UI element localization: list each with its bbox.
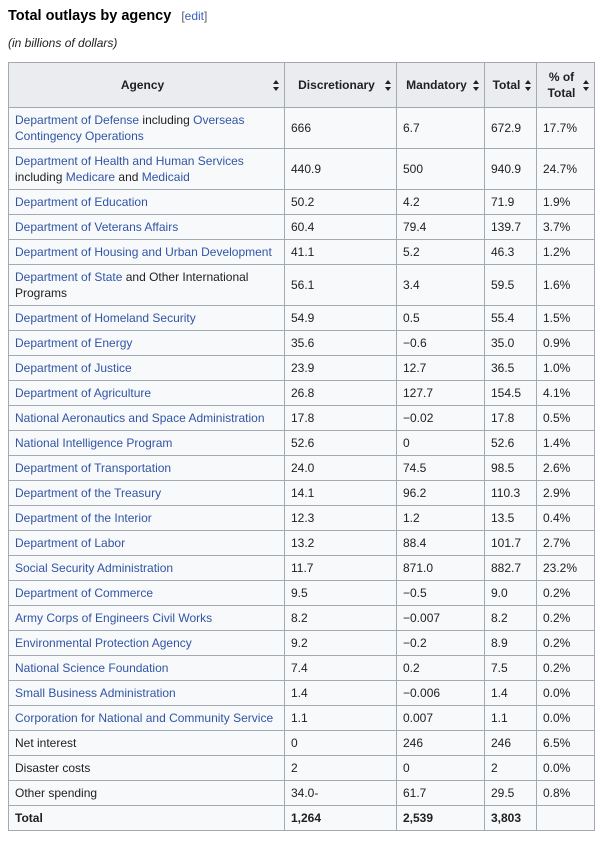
agency-text: including	[139, 113, 194, 127]
sort-icon[interactable]	[385, 80, 392, 91]
pct-cell: 1.6%	[537, 265, 595, 306]
agency-cell	[9, 531, 285, 556]
table-row	[9, 506, 595, 531]
agency-text: and	[115, 170, 142, 184]
mandatory-cell: 246	[397, 731, 485, 756]
table-row	[9, 406, 595, 431]
pct-cell: 1.9%	[537, 190, 595, 215]
sort-icon[interactable]	[583, 80, 590, 91]
agency-link[interactable]: Department of State	[15, 270, 123, 284]
agency-link[interactable]: Department of Labor	[15, 536, 126, 550]
mandatory-cell: 4.2	[397, 190, 485, 215]
agency-cell	[9, 215, 285, 240]
agency-link[interactable]: National Aeronautics and Space Administration	[15, 411, 265, 425]
mandatory-cell: 88.4	[397, 531, 485, 556]
total-label-cell: Total	[9, 806, 285, 831]
agency-cell	[9, 149, 285, 190]
discretionary-cell: 52.6	[285, 431, 397, 456]
edit-link-label[interactable]: edit	[184, 9, 205, 23]
table-row	[9, 331, 595, 356]
column-header-label: % of Total	[547, 70, 576, 100]
agency-text: and Other International Programs	[15, 270, 249, 300]
discretionary-cell: 41.1	[285, 240, 397, 265]
discretionary-cell: 24.0	[285, 456, 397, 481]
agency-cell	[9, 556, 285, 581]
mandatory-cell: 79.4	[397, 215, 485, 240]
total-discretionary-cell: 1,264	[285, 806, 397, 831]
table-row	[9, 631, 595, 656]
pct-cell: 24.7%	[537, 149, 595, 190]
discretionary-cell: 0	[285, 731, 397, 756]
mandatory-cell: 3.4	[397, 265, 485, 306]
table-row	[9, 756, 595, 781]
total-cell: 2	[485, 756, 537, 781]
total-cell: 35.0	[485, 331, 537, 356]
agency-cell	[9, 781, 285, 806]
table-row	[9, 781, 595, 806]
mandatory-cell: 5.2	[397, 240, 485, 265]
table-row	[9, 431, 595, 456]
total-cell: 71.9	[485, 190, 537, 215]
agency-link[interactable]: Overseas Contingency Operations	[15, 113, 245, 143]
mandatory-cell: 0	[397, 756, 485, 781]
column-header-discretionary[interactable]	[285, 63, 397, 108]
total-cell: 9.0	[485, 581, 537, 606]
pct-cell: 6.5%	[537, 731, 595, 756]
discretionary-cell: 9.2	[285, 631, 397, 656]
pct-cell: 0.0%	[537, 706, 595, 731]
discretionary-cell: 56.1	[285, 265, 397, 306]
discretionary-cell: 1.1	[285, 706, 397, 731]
total-cell: 59.5	[485, 265, 537, 306]
agency-text: Net interest	[15, 736, 77, 750]
sort-icon[interactable]	[273, 80, 280, 91]
agency-link[interactable]: Department of the Treasury	[15, 486, 162, 500]
agency-link[interactable]: Corporation for National and Community Service	[15, 711, 274, 725]
agency-link[interactable]: Department of the Interior	[15, 511, 152, 525]
agency-cell	[9, 756, 285, 781]
discretionary-cell: 14.1	[285, 481, 397, 506]
section-heading	[8, 8, 592, 24]
mandatory-cell: −0.5	[397, 581, 485, 606]
column-header-total[interactable]	[485, 63, 537, 108]
column-header-label: Total	[492, 78, 521, 92]
sort-icon[interactable]	[473, 80, 480, 91]
total-cell: 17.8	[485, 406, 537, 431]
agency-cell	[9, 681, 285, 706]
total-cell: 154.5	[485, 381, 537, 406]
table-row	[9, 356, 595, 381]
agency-cell	[9, 381, 285, 406]
discretionary-cell: 35.6	[285, 331, 397, 356]
total-cell: 246	[485, 731, 537, 756]
total-cell: 8.9	[485, 631, 537, 656]
edit-link[interactable]	[181, 9, 207, 23]
total-mandatory-cell: 2,539	[397, 806, 485, 831]
agency-link[interactable]: National Intelligence Program	[15, 436, 173, 450]
agency-link[interactable]: Department of Education	[15, 195, 148, 209]
column-header-label: Agency	[120, 78, 165, 92]
total-cell: 1.1	[485, 706, 537, 731]
discretionary-cell: 12.3	[285, 506, 397, 531]
pct-cell: 0.2%	[537, 656, 595, 681]
agency-link[interactable]: Department of Housing and Urban Development	[15, 245, 272, 259]
column-header-mandatory[interactable]	[397, 63, 485, 108]
table-caption-note: (in billions of dollars)	[8, 36, 118, 50]
table-row	[9, 581, 595, 606]
total-cell: 940.9	[485, 149, 537, 190]
agency-link[interactable]: Department of Homeland Security	[15, 311, 196, 325]
mandatory-cell: −0.006	[397, 681, 485, 706]
total-cell: 13.5	[485, 506, 537, 531]
mandatory-cell: 0.5	[397, 306, 485, 331]
agency-link[interactable]: Department of Defense	[15, 113, 140, 127]
mandatory-cell: 61.7	[397, 781, 485, 806]
agency-cell	[9, 406, 285, 431]
total-cell: 8.2	[485, 606, 537, 631]
agency-cell	[9, 606, 285, 631]
pct-cell: 0.4%	[537, 506, 595, 531]
agency-cell	[9, 481, 285, 506]
mandatory-cell: 0.007	[397, 706, 485, 731]
pct-cell: 1.2%	[537, 240, 595, 265]
discretionary-cell: 2	[285, 756, 397, 781]
discretionary-cell: 1.4	[285, 681, 397, 706]
agency-cell	[9, 656, 285, 681]
outlays-table	[8, 62, 595, 831]
agency-link[interactable]: National Science Foundation	[15, 661, 169, 675]
discretionary-cell: 8.2	[285, 606, 397, 631]
table-row	[9, 556, 595, 581]
sort-icon[interactable]	[525, 80, 532, 91]
agency-cell	[9, 706, 285, 731]
pct-cell: 0.8%	[537, 781, 595, 806]
column-header-label: Mandatory	[406, 78, 467, 92]
agency-cell	[9, 108, 285, 149]
agency-cell	[9, 240, 285, 265]
total-cell: 55.4	[485, 306, 537, 331]
discretionary-cell: 440.9	[285, 149, 397, 190]
pct-cell: 0.2%	[537, 606, 595, 631]
agency-cell	[9, 265, 285, 306]
pct-cell: 2.9%	[537, 481, 595, 506]
mandatory-cell: 871.0	[397, 556, 485, 581]
pct-cell: 23.2%	[537, 556, 595, 581]
total-cell: 672.9	[485, 108, 537, 149]
agency-text: Other spending	[15, 786, 98, 800]
table-row	[9, 706, 595, 731]
discretionary-cell: 9.5	[285, 581, 397, 606]
table-row	[9, 731, 595, 756]
mandatory-cell: 0.2	[397, 656, 485, 681]
column-header-pct-of-total[interactable]	[537, 63, 595, 108]
agency-link[interactable]: Social Security Administration	[15, 561, 174, 575]
agency-text: Disaster costs	[15, 761, 91, 775]
table-row	[9, 265, 595, 306]
agency-link[interactable]: Department of Justice	[15, 361, 132, 375]
agency-text: including	[15, 170, 66, 184]
agency-link[interactable]: Medicare	[65, 170, 116, 184]
table-row	[9, 149, 595, 190]
agency-link[interactable]: Small Business Administration	[15, 686, 176, 700]
agency-cell	[9, 456, 285, 481]
mandatory-cell: 127.7	[397, 381, 485, 406]
mandatory-cell: 96.2	[397, 481, 485, 506]
table-row	[9, 531, 595, 556]
total-total-cell: 3,803	[485, 806, 537, 831]
table-body	[9, 108, 595, 806]
total-cell: 36.5	[485, 356, 537, 381]
discretionary-cell: 50.2	[285, 190, 397, 215]
table-row	[9, 190, 595, 215]
agency-link[interactable]: Environmental Protection Agency	[15, 636, 192, 650]
table-total-row	[9, 806, 595, 831]
agency-link[interactable]: Department of Energy	[15, 336, 133, 350]
mandatory-cell: 1.2	[397, 506, 485, 531]
mandatory-cell: −0.007	[397, 606, 485, 631]
pct-cell: 3.7%	[537, 215, 595, 240]
discretionary-cell: 34.0-	[285, 781, 397, 806]
total-cell: 139.7	[485, 215, 537, 240]
agency-cell	[9, 581, 285, 606]
pct-cell: 0.5%	[537, 406, 595, 431]
table-row	[9, 240, 595, 265]
agency-cell	[9, 431, 285, 456]
pct-cell: 0.0%	[537, 756, 595, 781]
page-title: Total outlays by agency	[8, 8, 172, 24]
discretionary-cell: 23.9	[285, 356, 397, 381]
agency-cell	[9, 306, 285, 331]
pct-cell: 0.0%	[537, 681, 595, 706]
column-header-label: Discretionary	[298, 78, 375, 92]
total-cell: 52.6	[485, 431, 537, 456]
mandatory-cell: −0.2	[397, 631, 485, 656]
discretionary-cell: 26.8	[285, 381, 397, 406]
table-row	[9, 306, 595, 331]
pct-cell: 1.4%	[537, 431, 595, 456]
discretionary-cell: 666	[285, 108, 397, 149]
discretionary-cell: 13.2	[285, 531, 397, 556]
total-pct-cell	[537, 806, 595, 831]
pct-cell: 2.6%	[537, 456, 595, 481]
agency-cell	[9, 356, 285, 381]
discretionary-cell: 60.4	[285, 215, 397, 240]
total-cell: 110.3	[485, 481, 537, 506]
mandatory-cell: −0.6	[397, 331, 485, 356]
agency-cell	[9, 506, 285, 531]
discretionary-cell: 7.4	[285, 656, 397, 681]
agency-cell	[9, 731, 285, 756]
edit-bracket-close: ]	[204, 9, 208, 23]
table-row	[9, 606, 595, 631]
total-cell: 101.7	[485, 531, 537, 556]
table-row	[9, 215, 595, 240]
mandatory-cell: 0	[397, 431, 485, 456]
table-row	[9, 108, 595, 149]
discretionary-cell: 54.9	[285, 306, 397, 331]
agency-link[interactable]: Department of Commerce	[15, 586, 154, 600]
mandatory-cell: 74.5	[397, 456, 485, 481]
table-row	[9, 681, 595, 706]
table-row	[9, 481, 595, 506]
pct-cell: 1.5%	[537, 306, 595, 331]
agency-cell	[9, 631, 285, 656]
pct-cell: 0.2%	[537, 581, 595, 606]
pct-cell: 1.0%	[537, 356, 595, 381]
discretionary-cell: 17.8	[285, 406, 397, 431]
mandatory-cell: −0.02	[397, 406, 485, 431]
agency-cell	[9, 331, 285, 356]
agency-link[interactable]: Army Corps of Engineers Civil Works	[15, 611, 213, 625]
total-cell: 882.7	[485, 556, 537, 581]
table-header	[9, 63, 595, 108]
table-row	[9, 381, 595, 406]
total-cell: 7.5	[485, 656, 537, 681]
agency-cell	[9, 190, 285, 215]
agency-link[interactable]: Medicaid	[141, 170, 190, 184]
agency-link[interactable]: Department of Agriculture	[15, 386, 152, 400]
total-cell: 98.5	[485, 456, 537, 481]
column-header-agency[interactable]	[9, 63, 285, 108]
table-row	[9, 656, 595, 681]
pct-cell: 4.1%	[537, 381, 595, 406]
table-row	[9, 456, 595, 481]
total-cell: 29.5	[485, 781, 537, 806]
pct-cell: 17.7%	[537, 108, 595, 149]
mandatory-cell: 12.7	[397, 356, 485, 381]
total-cell: 1.4	[485, 681, 537, 706]
pct-cell: 0.9%	[537, 331, 595, 356]
edit-bracket-open: [	[181, 9, 185, 23]
pct-cell: 0.2%	[537, 631, 595, 656]
agency-link[interactable]: Department of Transportation	[15, 461, 172, 475]
agency-link[interactable]: Department of Veterans Affairs	[15, 220, 179, 234]
agency-link[interactable]: Department of Health and Human Services	[15, 154, 244, 168]
pct-cell: 2.7%	[537, 531, 595, 556]
mandatory-cell: 6.7	[397, 108, 485, 149]
mandatory-cell: 500	[397, 149, 485, 190]
discretionary-cell: 11.7	[285, 556, 397, 581]
total-cell: 46.3	[485, 240, 537, 265]
